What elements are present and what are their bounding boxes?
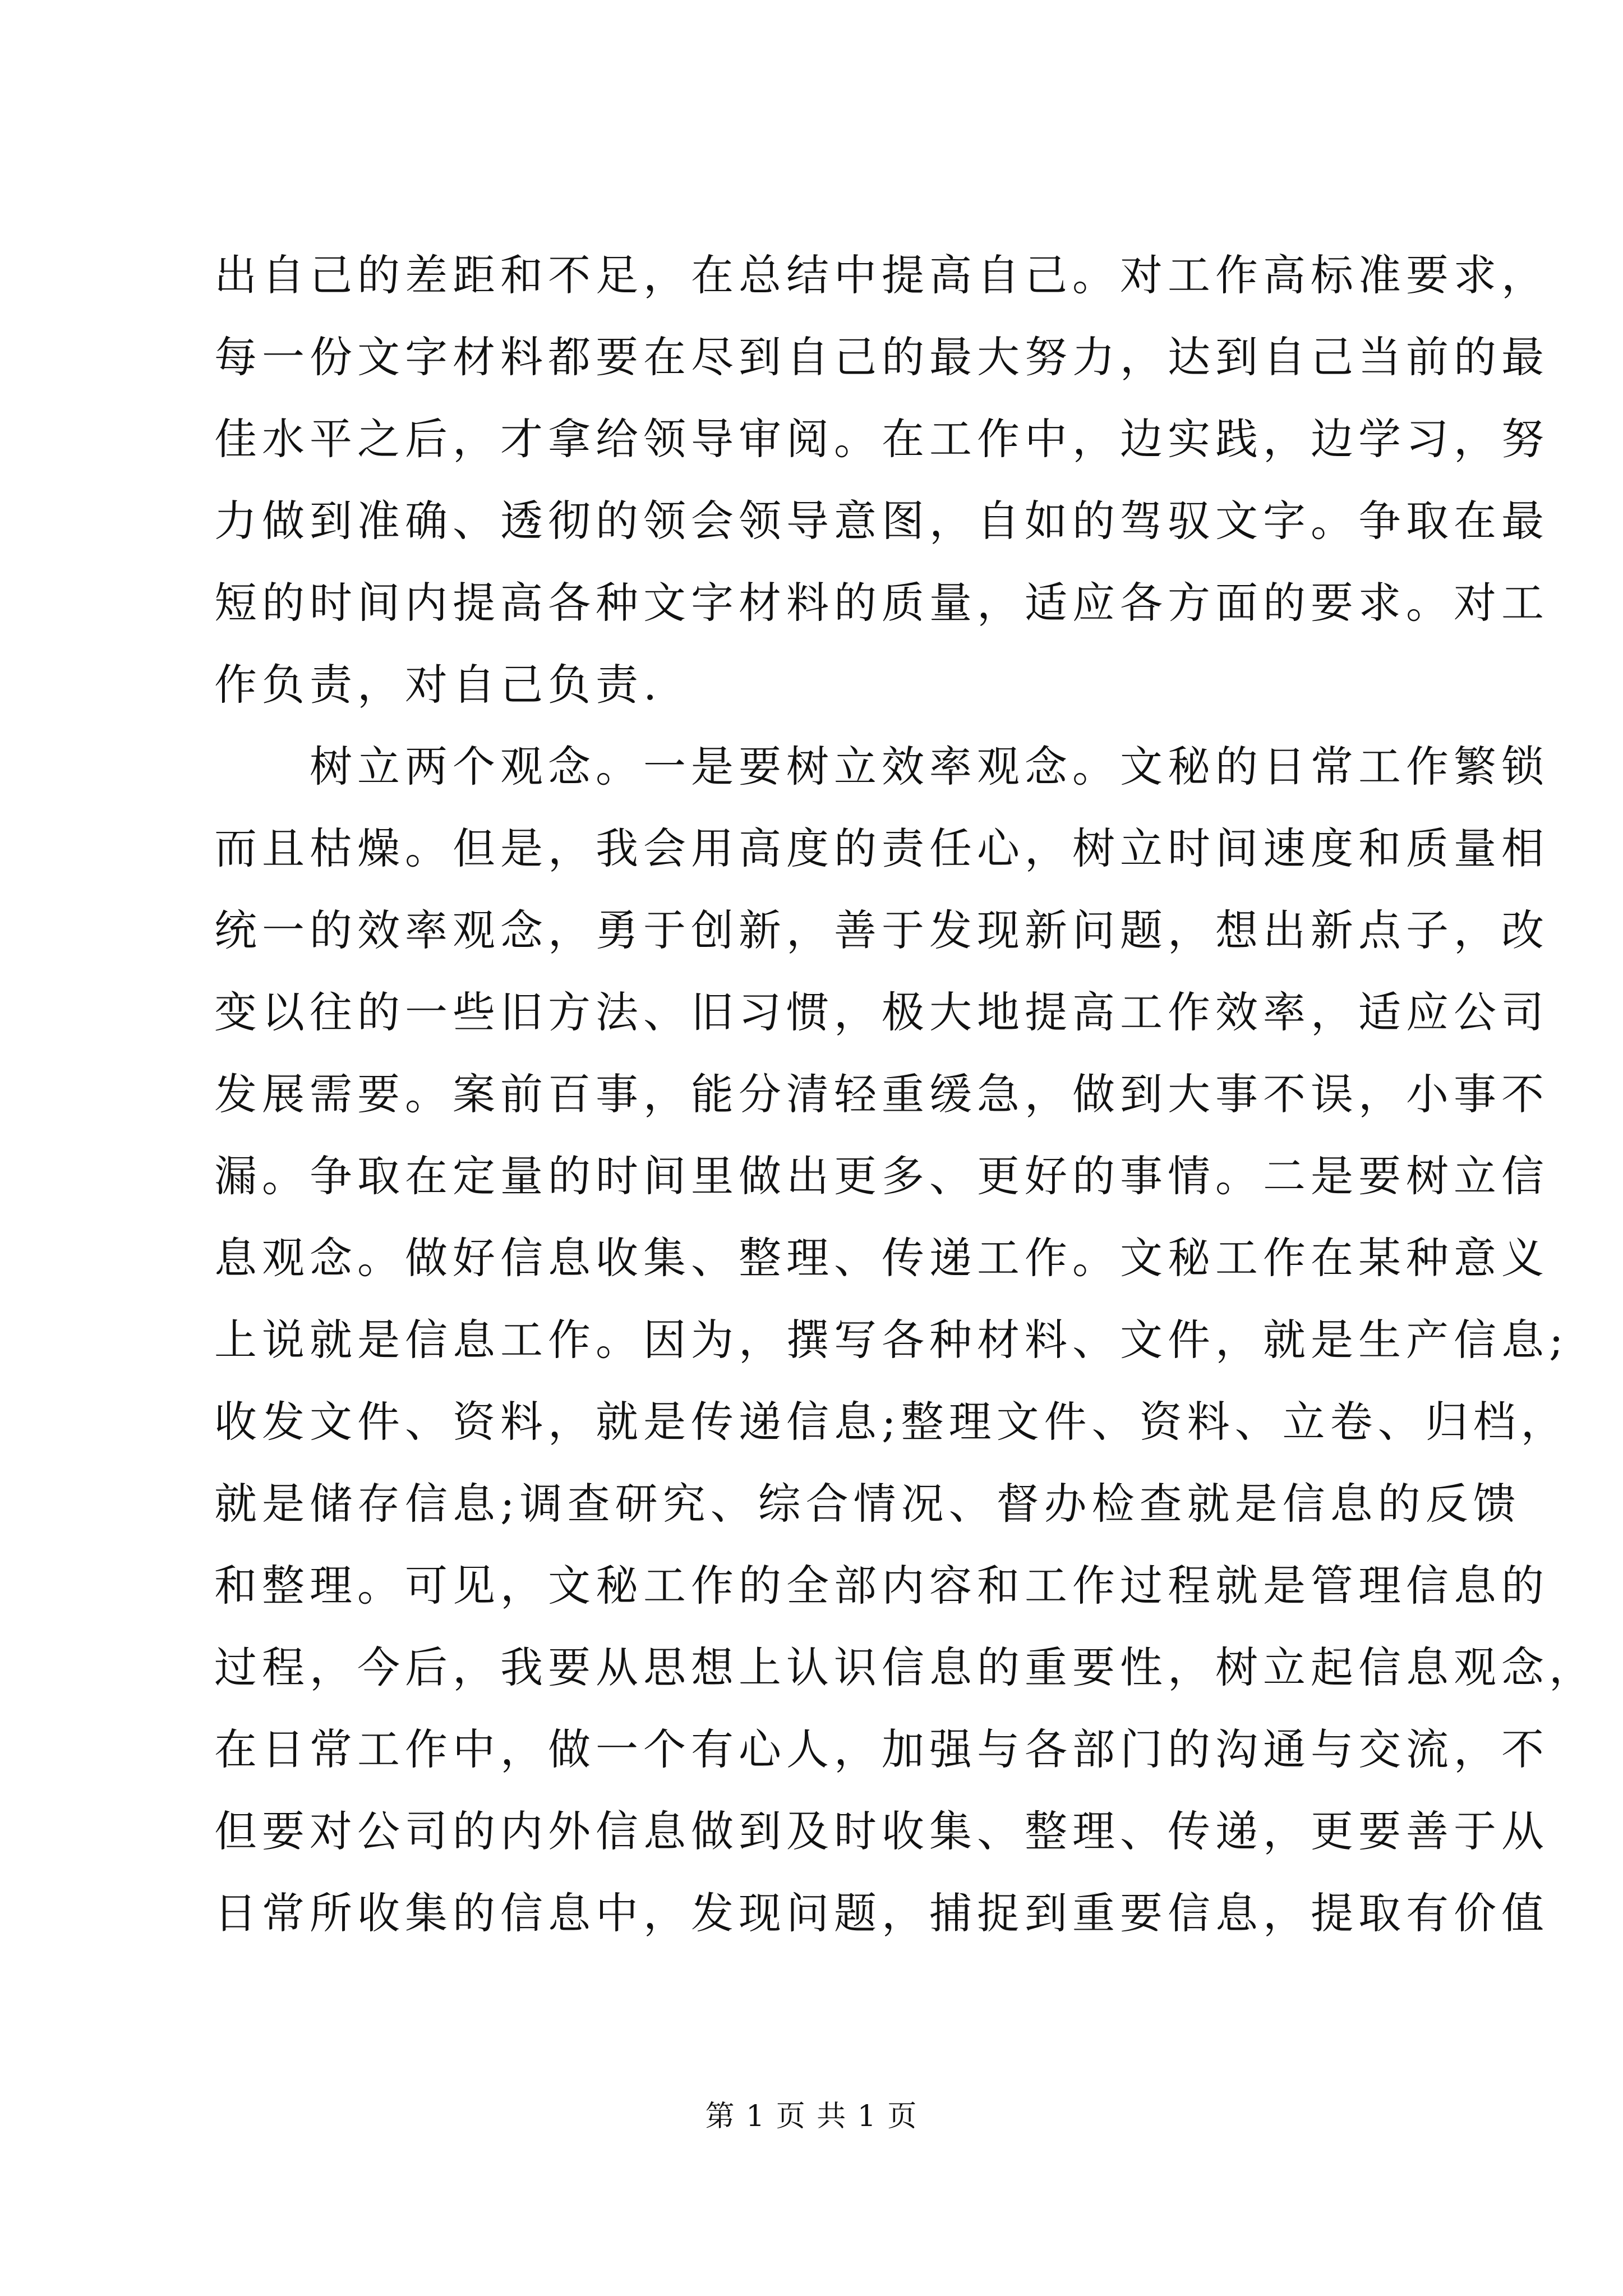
paragraph-2-line: 日常所收集的信息中，发现问题，捕捉到重要信息，提取有价值 [214, 1888, 1549, 1938]
paragraph-1-line: 佳水平之后，才拿给领导审阅。在工作中，边实践，边学习，努 [214, 414, 1549, 464]
page-number-footer: 第 1 页 共 1 页 [705, 2100, 918, 2133]
paragraph-2-line: 漏。争取在定量的时间里做出更多、更好的事情。二是要树立信 [214, 1151, 1549, 1201]
paragraph-2-line: 过程，今后，我要从思想上认识信息的重要性，树立起信息观念， [214, 1642, 1597, 1692]
paragraph-2-line: 变以往的一些旧方法、旧习惯，极大地提高工作效率，适应公司 [214, 987, 1549, 1037]
paragraph-2-line: 上说就是信息工作。因为，撰写各种材料、文件，就是生产信息; [214, 1315, 1569, 1365]
paragraph-2-line: 树立两个观念。一是要树立效率观念。文秘的日常工作繁锁 [310, 742, 1549, 792]
paragraph-2-line: 发展需要。案前百事，能分清轻重缓急，做到大事不误，小事不 [214, 1069, 1549, 1119]
paragraph-2-line: 在日常工作中，做一个有心人，加强与各部门的沟通与交流，不 [214, 1724, 1549, 1774]
paragraph-2-line: 但要对公司的内外信息做到及时收集、整理、传递，更要善于从 [214, 1806, 1549, 1856]
paragraph-1-line: 力做到准确、透彻的领会领导意图，自如的驾驭文字。争取在最 [214, 496, 1549, 546]
paragraph-2-line: 收发文件、资料，就是传递信息;整理文件、资料、立卷、归档， [214, 1397, 1569, 1447]
document-body [214, 234, 1597, 1954]
paragraph-1-line: 每一份文字材料都要在尽到自己的最大努力，达到自己当前的最 [214, 332, 1549, 382]
paragraph-1-line: 短的时间内提高各种文字材料的质量，适应各方面的要求。对工 [214, 578, 1549, 628]
paragraph-2-line: 而且枯燥。但是，我会用高度的责任心，树立时间速度和质量相 [214, 823, 1549, 873]
paragraph-1 [214, 234, 1549, 726]
paragraph-2-line: 统一的效率观念，勇于创新，善于发现新问题，想出新点子，改 [214, 905, 1549, 955]
paragraph-2-line: 和整理。可见，文秘工作的全部内容和工作过程就是管理信息的 [214, 1561, 1549, 1611]
paragraph-2-line: 息观念。做好信息收集、整理、传递工作。文秘工作在某种意义 [214, 1233, 1549, 1283]
paragraph-1-line: 出自己的差距和不足，在总结中提高自己。对工作高标准要求， [214, 250, 1549, 300]
paragraph-2 [214, 726, 1597, 1954]
paragraph-1-line: 作负责，对自己负责. [214, 660, 662, 710]
paragraph-2-line: 就是储存信息;调查研究、综合情况、督办检查就是信息的反馈 [214, 1479, 1521, 1529]
